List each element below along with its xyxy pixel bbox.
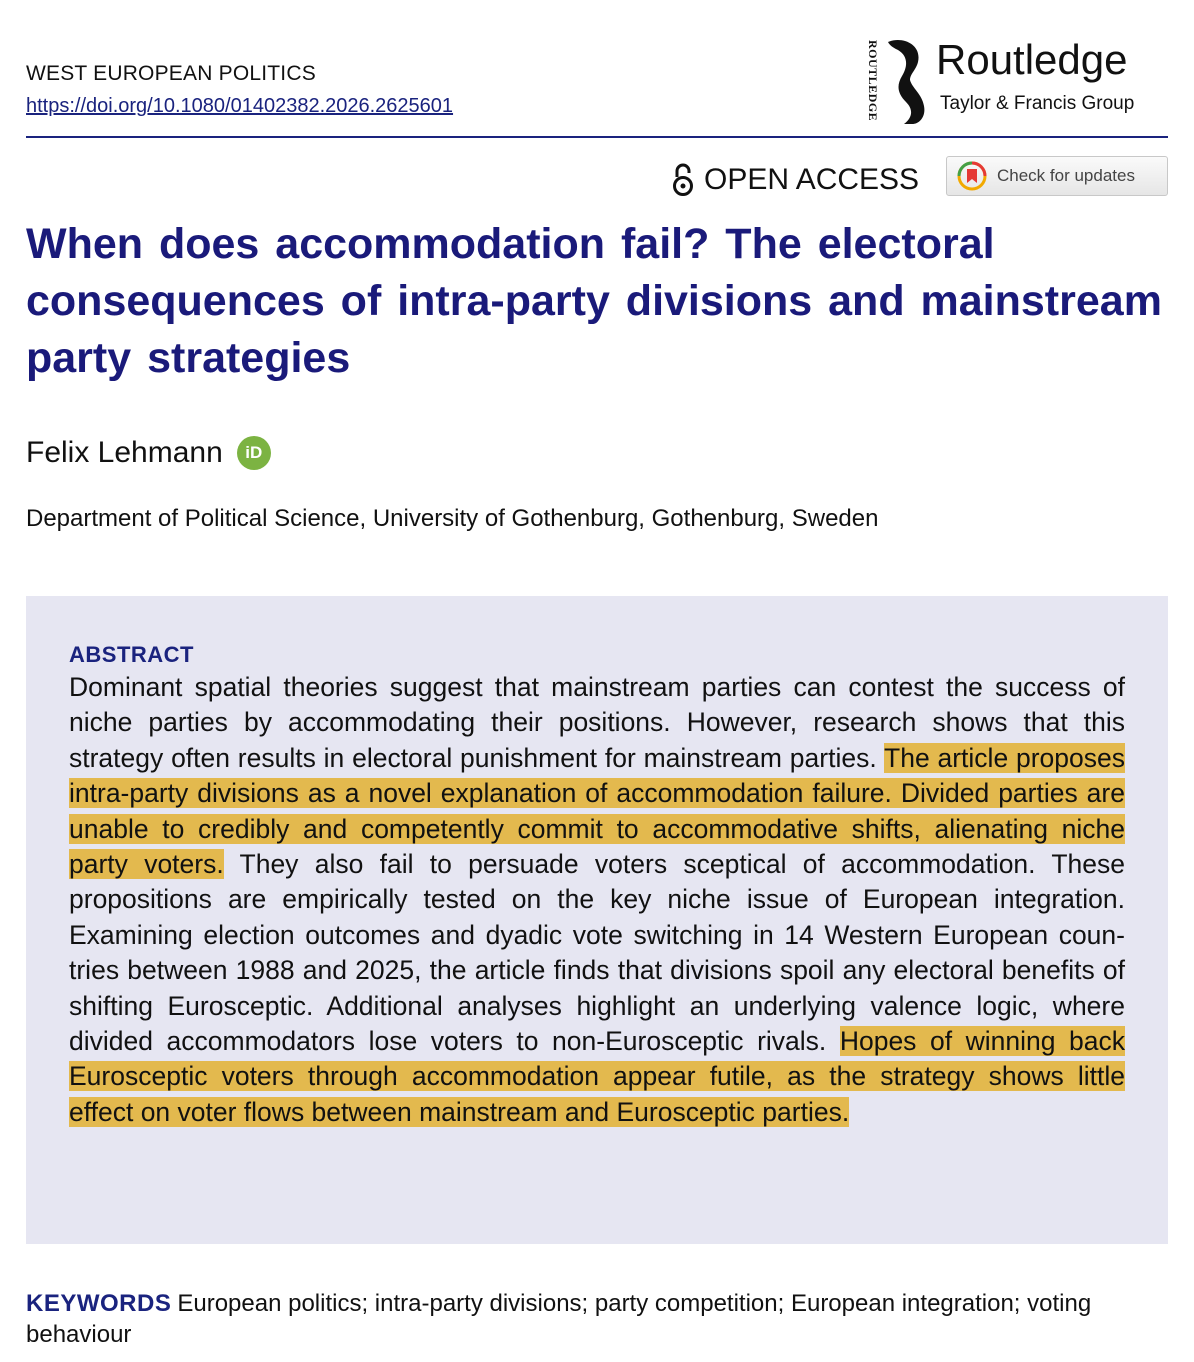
keywords-label: KEYWORDS <box>26 1290 172 1317</box>
article-title: When does accommodation fail? The electoral consequences of intra-party divisions and mainstream party strategies <box>26 220 1162 382</box>
orcid-icon[interactable]: iD <box>237 436 271 470</box>
abstract-highlight-1: The article proposes intra-party divisions as a novel explanation of accommodation failure. Divided parties are unable to credibly and competently commit to accommodative shifts, alienating niche party voters. <box>69 742 1125 880</box>
abstract-text <box>69 670 1125 1130</box>
author-row <box>26 436 271 470</box>
author-affiliation: Department of Political Science, University of Gothenburg, Gothenburg, Sweden <box>26 505 879 532</box>
doi-link[interactable]: https://doi.org/10.1080/01402382.2026.2625601 <box>26 95 454 117</box>
abstract-heading: ABSTRACT <box>69 642 194 667</box>
header-rule <box>26 136 1168 138</box>
publisher-group: Taylor & Francis Group <box>940 93 1135 114</box>
open-access-label: OPEN ACCESS <box>704 163 920 196</box>
check-updates-button[interactable] <box>946 156 1168 196</box>
routledge-logo[interactable] <box>862 36 1172 128</box>
check-updates-icon <box>957 161 987 191</box>
abstract-box <box>26 596 1168 1244</box>
journal-name: WEST EUROPEAN POLITICS <box>26 62 316 85</box>
keywords-text: European politics; intra-party divisions; party competition; European integration; voting behaviour <box>26 1290 1092 1348</box>
abstract-part-2: They also fail to persuade voters sceptical of accommodation. These propositions are empirically tested on the key niche issue of European integration. Examining election outcomes and dyadic vote switching in 14 Western European countries between 1988 and 2025, the article finds that divisions spoil any electoral benefits of shifting Eurosceptic. Additional analyses highlight an underlying valence logic, where divided accommodators lose voters to non-Eurosceptic rivals. <box>69 849 1125 1057</box>
abstract-highlight-2: Hopes of winning back Eurosceptic voters through accommodation appear futile, as the strategy shows little effect on voter flows between mainstream and Eurosceptic parties. <box>69 1026 1125 1127</box>
open-access-badge <box>672 160 919 200</box>
open-lock-icon <box>672 163 694 197</box>
logo-vertical-text: ROUTLEDGE <box>866 40 880 122</box>
keywords <box>26 1288 1168 1350</box>
author-name[interactable]: Felix Lehmann <box>26 436 223 469</box>
publisher-name: Routledge <box>936 36 1128 83</box>
abstract-part-1: Dominant spatial theories suggest that mainstream parties can contest the success of niche parties by accommodating their positions. However, research shows that this strategy often results in electoral punishment for mainstream parties. <box>69 672 1125 773</box>
check-updates-label: Check for updates <box>997 166 1135 185</box>
routledge-head-icon <box>882 36 930 126</box>
